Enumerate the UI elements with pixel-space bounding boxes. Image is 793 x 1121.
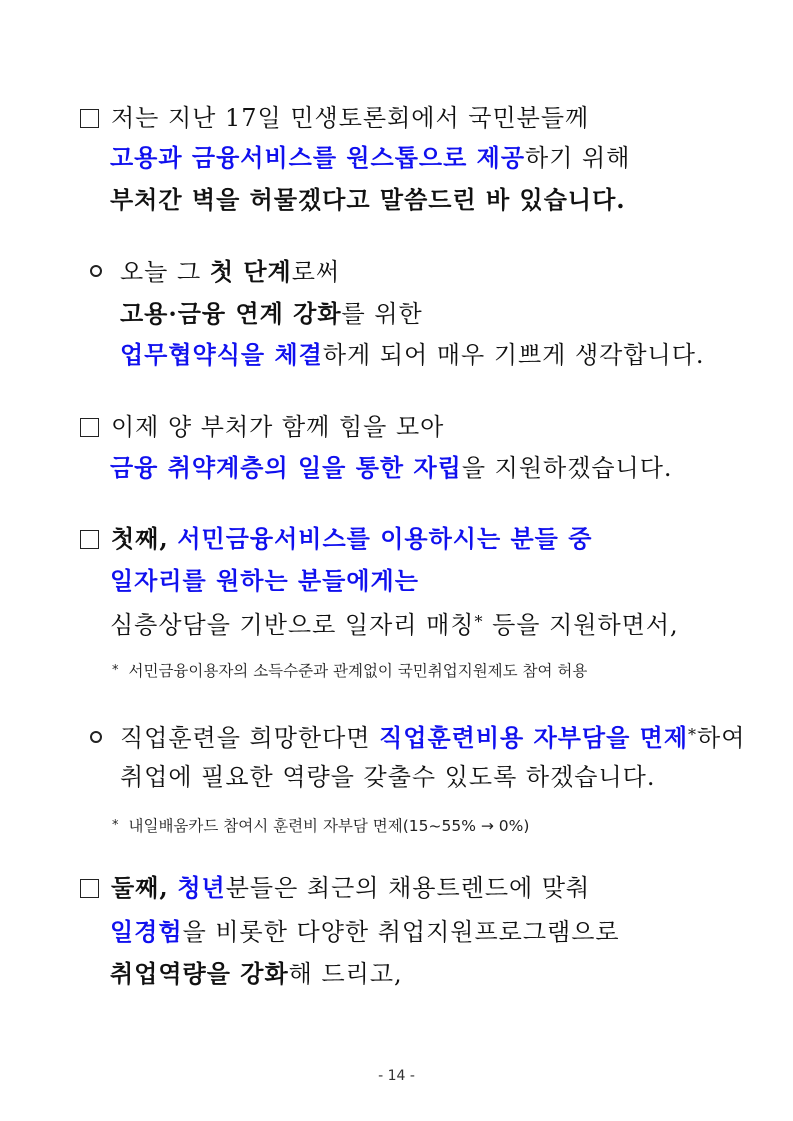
footnote-star: * [112, 663, 119, 678]
bold-text: 둘째, [111, 873, 169, 902]
bold-text: 고용·금융 연계 강화 [120, 299, 342, 328]
checkbox-bullet-icon [80, 879, 99, 898]
highlight-text: 일경험 [110, 917, 183, 946]
paragraph-line [80, 873, 590, 903]
bold-text: 취업역량을 강화 [110, 959, 289, 988]
highlight-text: 서민금융서비스를 이용하시는 분들 중 [177, 524, 593, 553]
paragraph-line [110, 185, 626, 215]
paragraph-text: 로써 [291, 258, 341, 286]
paragraph-line [110, 917, 620, 947]
paragraph-line [110, 566, 419, 596]
paragraph-line [110, 143, 630, 173]
paragraph-line [80, 103, 589, 133]
highlight-text: 청년 [177, 873, 226, 902]
footnote-star: * [112, 818, 119, 833]
checkbox-bullet-icon [80, 418, 99, 437]
footnote [112, 661, 587, 681]
bold-text: 부처간 벽을 허물겠다고 말씀드린 바 있습니다. [110, 185, 626, 214]
paragraph-text: 하여 [697, 724, 746, 752]
footnote-marker: * [688, 725, 698, 744]
bold-text: 첫 단계 [209, 257, 292, 286]
highlight-text: 일자리를 원하는 분들에게는 [110, 566, 419, 595]
paragraph-text: 를 위한 [341, 300, 423, 328]
paragraph-text: 을 지원하겠습니다. [461, 454, 673, 482]
footnote-text: 서민금융이용자의 소득수준과 관계없이 국민취업지원제도 참여 허용 [128, 662, 588, 680]
page-number: - 14 - [378, 1068, 415, 1084]
paragraph-line [110, 959, 403, 989]
footnote-marker: * [474, 612, 484, 631]
paragraph-text: 심층상담을 기반으로 일자리 매칭 [110, 611, 475, 639]
highlight-text: 업무협약식을 체결 [120, 340, 323, 369]
paragraph-text: 오늘 그 [120, 258, 210, 286]
highlight-text: 금융 취약계층의 일을 통한 자립 [110, 453, 462, 482]
paragraph-line [120, 299, 423, 329]
paragraph-text: 취업에 필요한 역량을 갖출수 있도록 하겠습니다. [120, 763, 656, 791]
highlight-text: 직업훈련비용 자부담을 면제 [379, 723, 689, 752]
paragraph-line [80, 412, 444, 442]
paragraph-text: 해 드리고, [288, 960, 403, 988]
paragraph-line [120, 340, 705, 370]
paragraph-line [110, 607, 679, 640]
paragraph-text: 등을 지원하면서, [483, 611, 679, 639]
checkbox-bullet-icon [80, 530, 99, 549]
paragraph-text: 직업훈련을 희망한다면 [120, 724, 380, 752]
paragraph-line [110, 453, 673, 483]
paragraph-line [120, 762, 655, 792]
highlight-text: 고용과 금융서비스를 원스톱으로 제공 [110, 143, 526, 172]
paragraph-text: 이제 양 부처가 함께 힘을 모아 [111, 413, 445, 441]
circle-bullet-icon [90, 265, 102, 277]
paragraph-text: 을 비롯한 다양한 취업지원프로그램으로 [182, 918, 620, 946]
footnote [112, 816, 529, 836]
footnote-text: 내일배움카드 참여시 훈련비 자부담 면제(15~55% → 0%) [128, 817, 530, 835]
paragraph-line [90, 720, 745, 753]
checkbox-bullet-icon [80, 109, 99, 128]
paragraph-text: 하기 위해 [525, 144, 631, 172]
bold-text: 첫째, [111, 524, 169, 553]
circle-bullet-icon [90, 731, 102, 743]
paragraph-text: 분들은 최근의 채용트렌드에 맞춰 [225, 874, 591, 902]
paragraph-line [90, 257, 340, 287]
paragraph-text: 하게 되어 매우 기쁘게 생각합니다. [322, 341, 705, 369]
paragraph-line [80, 524, 592, 554]
paragraph-text: 저는 지난 17일 민생토론회에서 국민분들께 [111, 104, 590, 132]
